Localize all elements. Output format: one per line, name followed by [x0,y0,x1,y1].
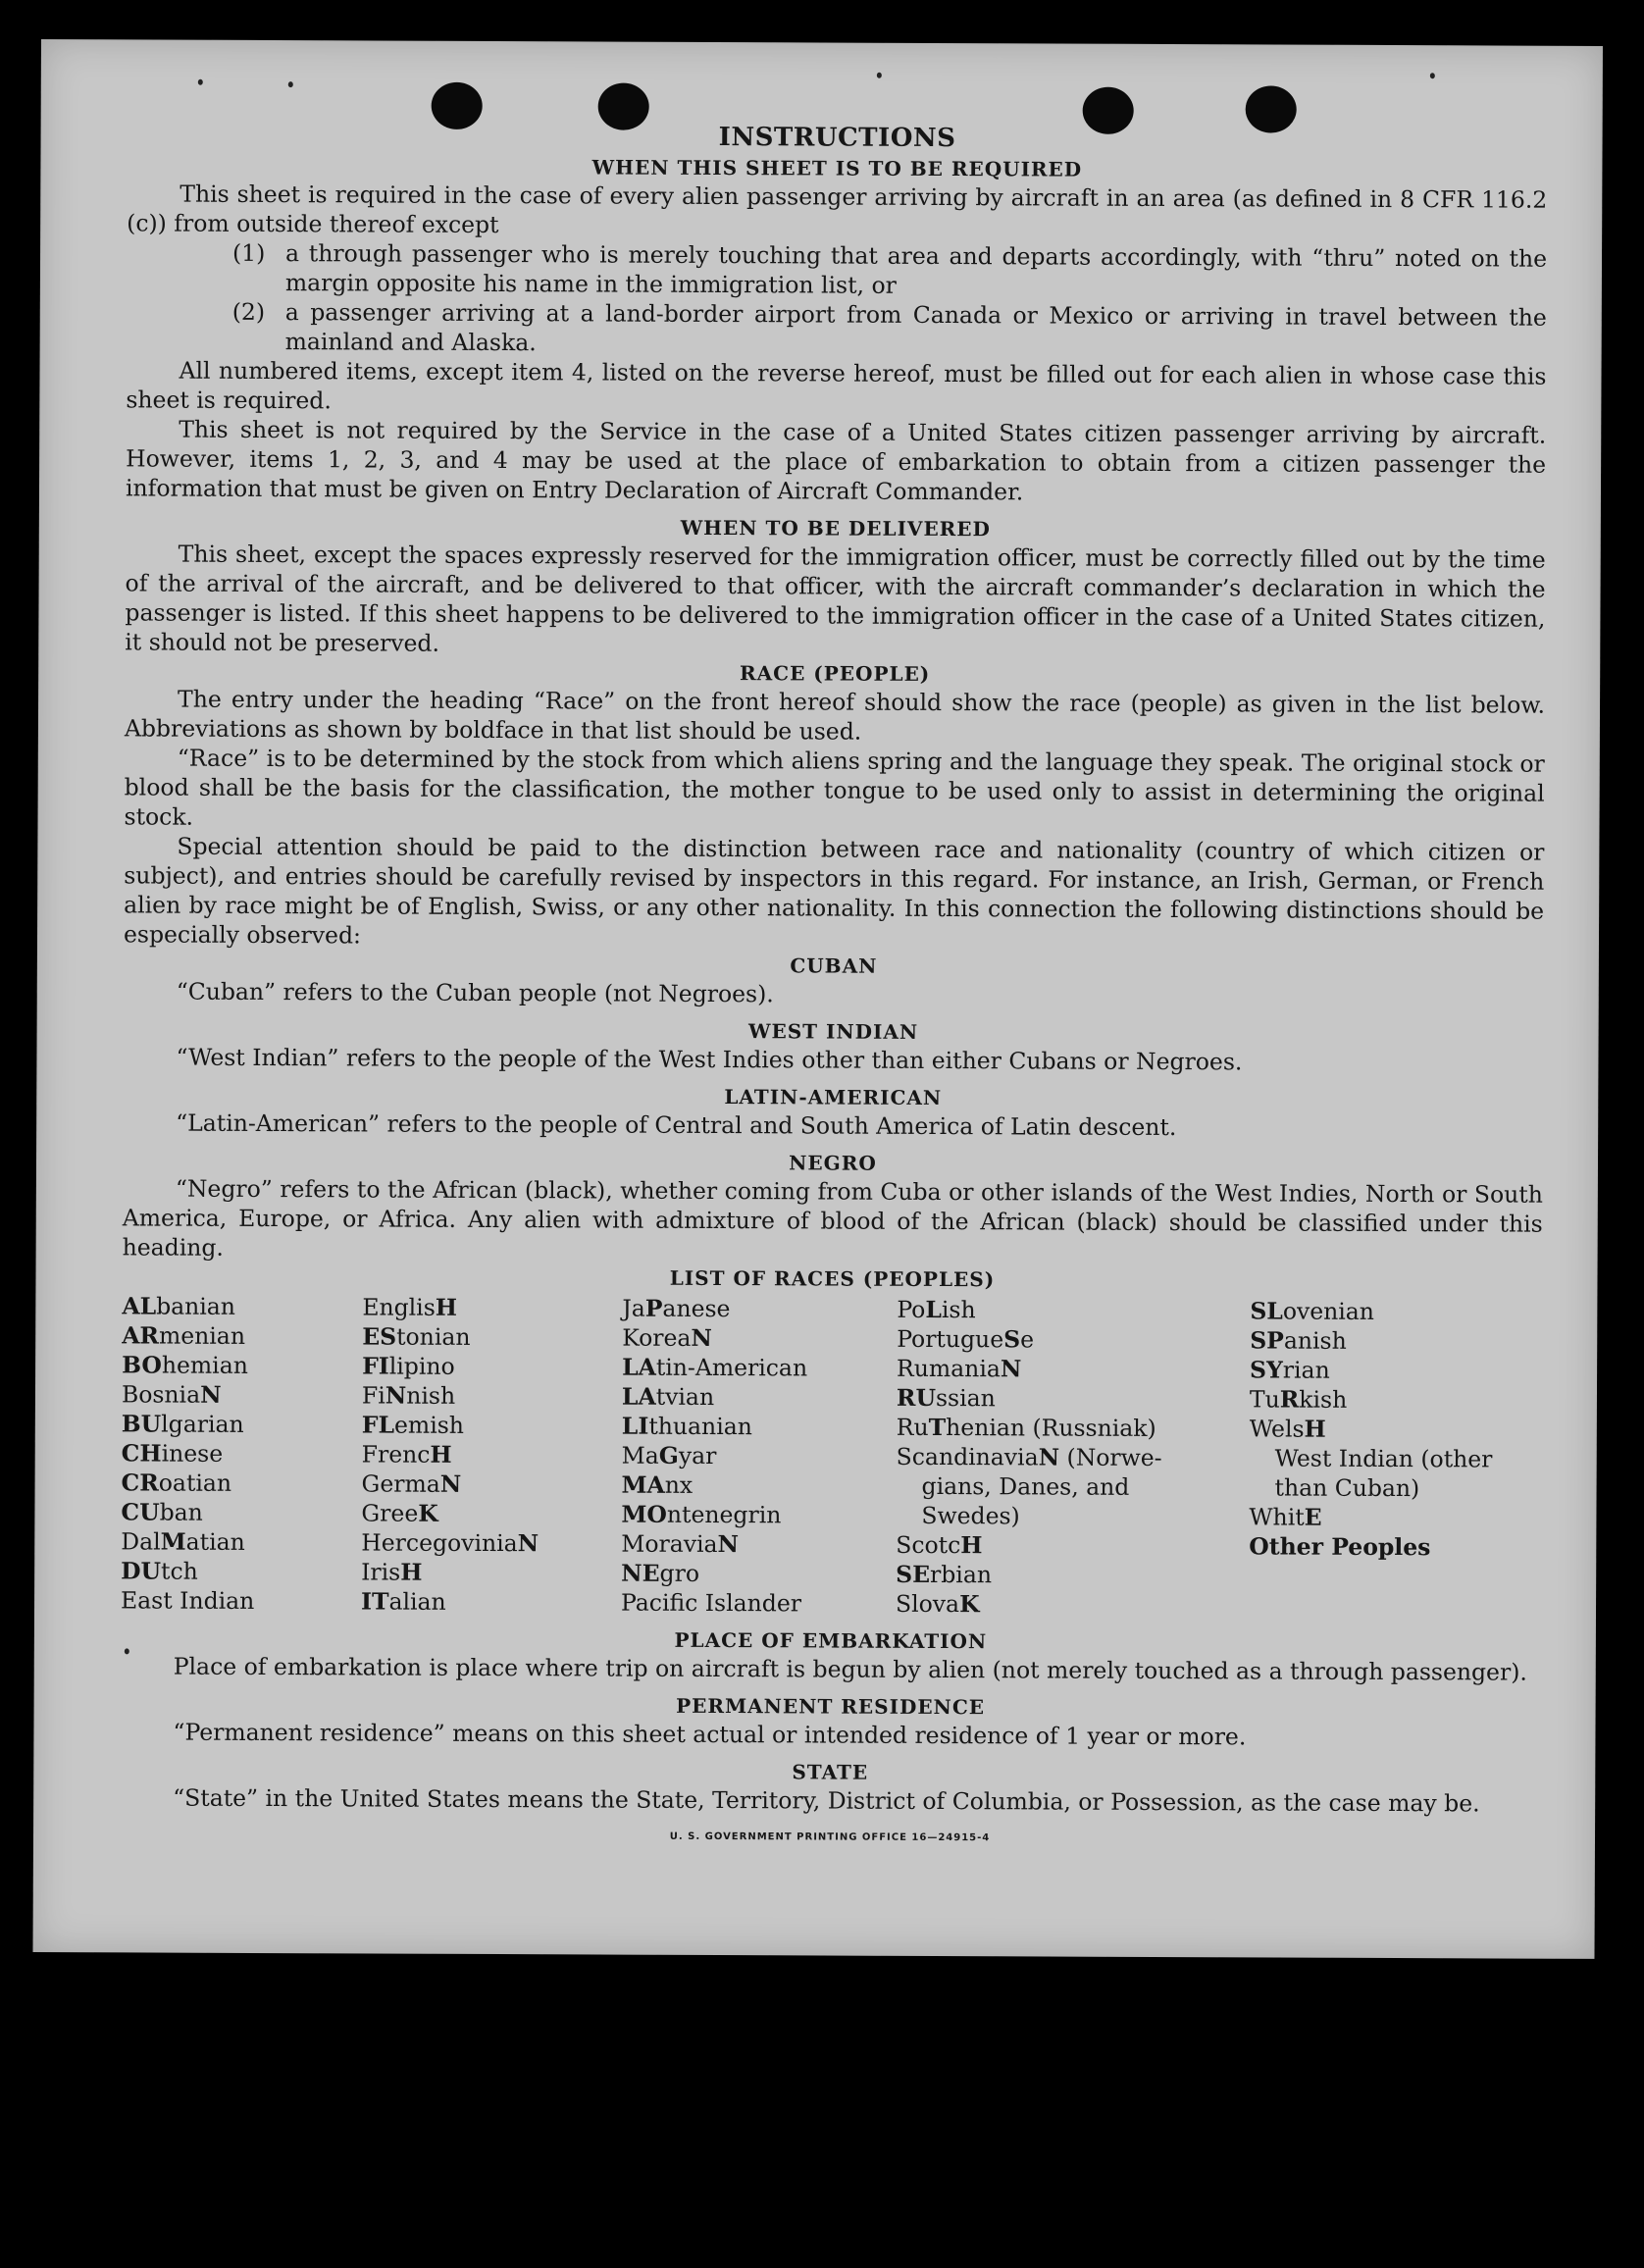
race-entry: SLovenian [1250,1297,1375,1325]
race-entry: Swedes) [921,1501,1020,1530]
races-column [896,1295,1250,1621]
paragraph: This sheet is not required by the Service in the case of a United States citizen passenger arriving by aircraft. However, items 1, 2, 3, and 4 may be used at the place of embarkation to obtain from a citizen passenger the information that must be given on Entry Declaration of Aircraft Commander. [125,415,1547,506]
race-entry: JaPanese [622,1294,731,1323]
race-entry: WelsH [1249,1415,1326,1443]
heading-permanent-residence: PERMANENT RESIDENCE [676,1693,986,1720]
race-entry: BosniaN [121,1380,222,1409]
paragraph: This sheet is required in the case of every alien passenger arriving by aircraft in an area (as defined in 8 CFR 116.2 (c)) from outside thereof except [127,180,1548,239]
race-entry: SlovaK [895,1589,980,1619]
race-entry: BUlgarian [121,1410,244,1438]
race-entry: West Indian (other [1274,1444,1493,1473]
race-entry: GreeK [361,1499,438,1527]
race-entry: East Indian [120,1586,255,1615]
race-entry: BOhemian [122,1351,248,1379]
printer-line: U. S. GOVERNMENT PRINTING OFFICE 16—24915-4 [669,1830,991,1844]
race-entry: SErbian [896,1560,993,1589]
paragraph: The entry under the heading “Race” on the front hereof should show the race (people) as given in the list below. Abbreviations as shown by boldface in that list should be used. [124,685,1546,746]
page-title: INSTRUCTIONS [718,123,956,154]
item-number: (1) [231,238,266,267]
race-entry: KoreaN [622,1323,713,1352]
paragraph: “Race” is to be determined by the stock from which aliens spring and the language they speak. The original stock or blood shall be the basis for the classification, the mother tongue to be used only to assist in determining the original stock. [124,744,1545,831]
races-column [621,1294,897,1619]
race-entry: TuRkish [1249,1385,1348,1414]
speck [198,79,203,85]
race-entry: HercegoviniaN [361,1528,539,1558]
heading-when-delivered: WHEN TO BE DELIVERED [680,515,991,541]
race-entry: FiNnish [361,1381,456,1410]
race-entry: ScandinaviaN (Norwe- [896,1442,1162,1471]
race-entry: PortugueSe [897,1324,1035,1354]
speck [877,73,882,78]
speck [288,81,293,87]
race-entry: RuThenian (Russniak) [896,1413,1156,1442]
race-entry: LIthuanian [621,1412,752,1441]
heading-when-required: WHEN THIS SHEET IS TO BE REQUIRED [591,155,1083,181]
item-text: a through passenger who is merely touching that area and departs accordingly, with “thru” noted on the margin opposite his name in the immigration list, or [284,239,1548,299]
race-entry: CRoatian [121,1469,232,1497]
instructions-content [120,118,1548,1855]
race-entry: MoraviaN [621,1529,740,1559]
race-entry: gians, Danes, and [921,1471,1130,1501]
race-entry: IrisH [361,1558,423,1586]
document-sheet [32,39,1602,1959]
heading-west-indian: WEST INDIAN [747,1019,919,1044]
race-entry: ARmenian [122,1321,246,1350]
race-entry: WhitE [1249,1503,1322,1531]
race-entry: FrencH [361,1440,452,1469]
race-entry: MaGyar [621,1441,717,1470]
heading-negro: NEGRO [789,1151,877,1175]
paragraph: Special attention should be paid to the distinction between race and nationality (country of which citizen or subject), and entries should be carefully revised by inspectors in this regard. For instance, an Irish, German, or French alien by race might be of English, Swiss, or any other nationality. In this connection the following distinctions should be especially observed: [123,832,1545,950]
race-entry: PoLish [897,1295,976,1324]
race-entry: CUban [121,1498,203,1526]
race-entry: DalMatian [121,1527,245,1556]
heading-place-of-embarkation: PLACE OF EMBARKATION [674,1627,988,1654]
races-list [121,1291,1542,1621]
race-entry: DUtch [121,1557,198,1585]
race-entry: SPanish [1250,1326,1347,1355]
race-entry: than Cuban) [1274,1473,1420,1503]
paragraph: “West Indian” refers to the people of the West Indies other than either Cubans or Negroes. [176,1043,1243,1076]
item-text: a passenger arriving at a land-border airport from Canada or Mexico or arriving in travel between the mainland and Alaska. [284,298,1547,357]
heading-cuban: CUBAN [790,954,878,978]
race-entry: LAtvian [621,1382,715,1412]
exception-item-2 [127,296,1547,361]
race-entry: ALbanian [122,1292,236,1320]
paragraph: “Latin-American” refers to the people of Central and South America of Latin descent. [176,1108,1177,1142]
races-column [1249,1296,1542,1621]
paragraph: This sheet, except the spaces expressly reserved for the immigration officer, must be correctly filled out by the time of the arrival of the aircraft, and be delivered to that officer, with the aircraft commander’s declaration in which the passenger is listed. If this sheet happens to be delivered to the immigration officer in the case of a United States citizen, it should not be preserved. [125,540,1546,657]
race-entry: LAtin-American [622,1353,808,1382]
race-entry: MOntenegrin [621,1500,782,1529]
item-number: (2) [231,297,266,326]
heading-state: STATE [792,1760,869,1784]
race-entry: RumaniaN [897,1354,1022,1383]
race-entry: FIlipino [362,1352,455,1380]
paragraph: “Permanent residence” means on this sheet actual or intended residence of 1 year or more. [173,1718,1247,1751]
exception-item-1 [127,237,1547,302]
race-entry: Other Peoples [1249,1532,1431,1562]
speck [1430,73,1435,78]
race-entry: EStonian [362,1322,471,1351]
race-entry: EnglisH [362,1293,458,1321]
race-entry: FLemish [361,1411,465,1439]
race-entry: SYrian [1250,1356,1330,1384]
race-entry: MAnx [621,1470,694,1499]
race-entry: Pacific Islander [620,1588,802,1618]
race-entry: ScotcH [896,1530,983,1560]
race-entry: GermaN [361,1469,462,1498]
paragraph: All numbered items, except item 4, listed on the reverse hereof, must be filled out for each alien in whose case this sheet is required. [126,356,1547,415]
paragraph: “State” in the United States means the State, Territory, District of Columbia, or Possession, as the case may be. [173,1783,1480,1818]
heading-latin-american: LATIN-AMERICAN [724,1085,943,1110]
race-entry: NEgro [621,1559,700,1587]
race-entry: RUssian [896,1383,996,1413]
heading-race: RACE (PEOPLE) [740,661,931,686]
paragraph: “Negro” refers to the African (black), whether coming from Cuba or other islands of the West Indies, North or South America, Europe, or Africa. Any alien with admixture of blood of the African (black) should be classified under this heading. [122,1174,1543,1262]
heading-list-of-races: LIST OF RACES (PEOPLES) [669,1265,996,1292]
races-column [361,1292,622,1617]
paragraph: Place of embarkation is place where trip on aircraft is begun by alien (not merely touched as a through passenger). [173,1652,1527,1686]
race-entry: ITalian [360,1587,446,1616]
races-column [121,1291,362,1616]
race-entry: CHinese [121,1439,224,1468]
paragraph: “Cuban” refers to the Cuban people (not Negroes). [176,977,774,1008]
